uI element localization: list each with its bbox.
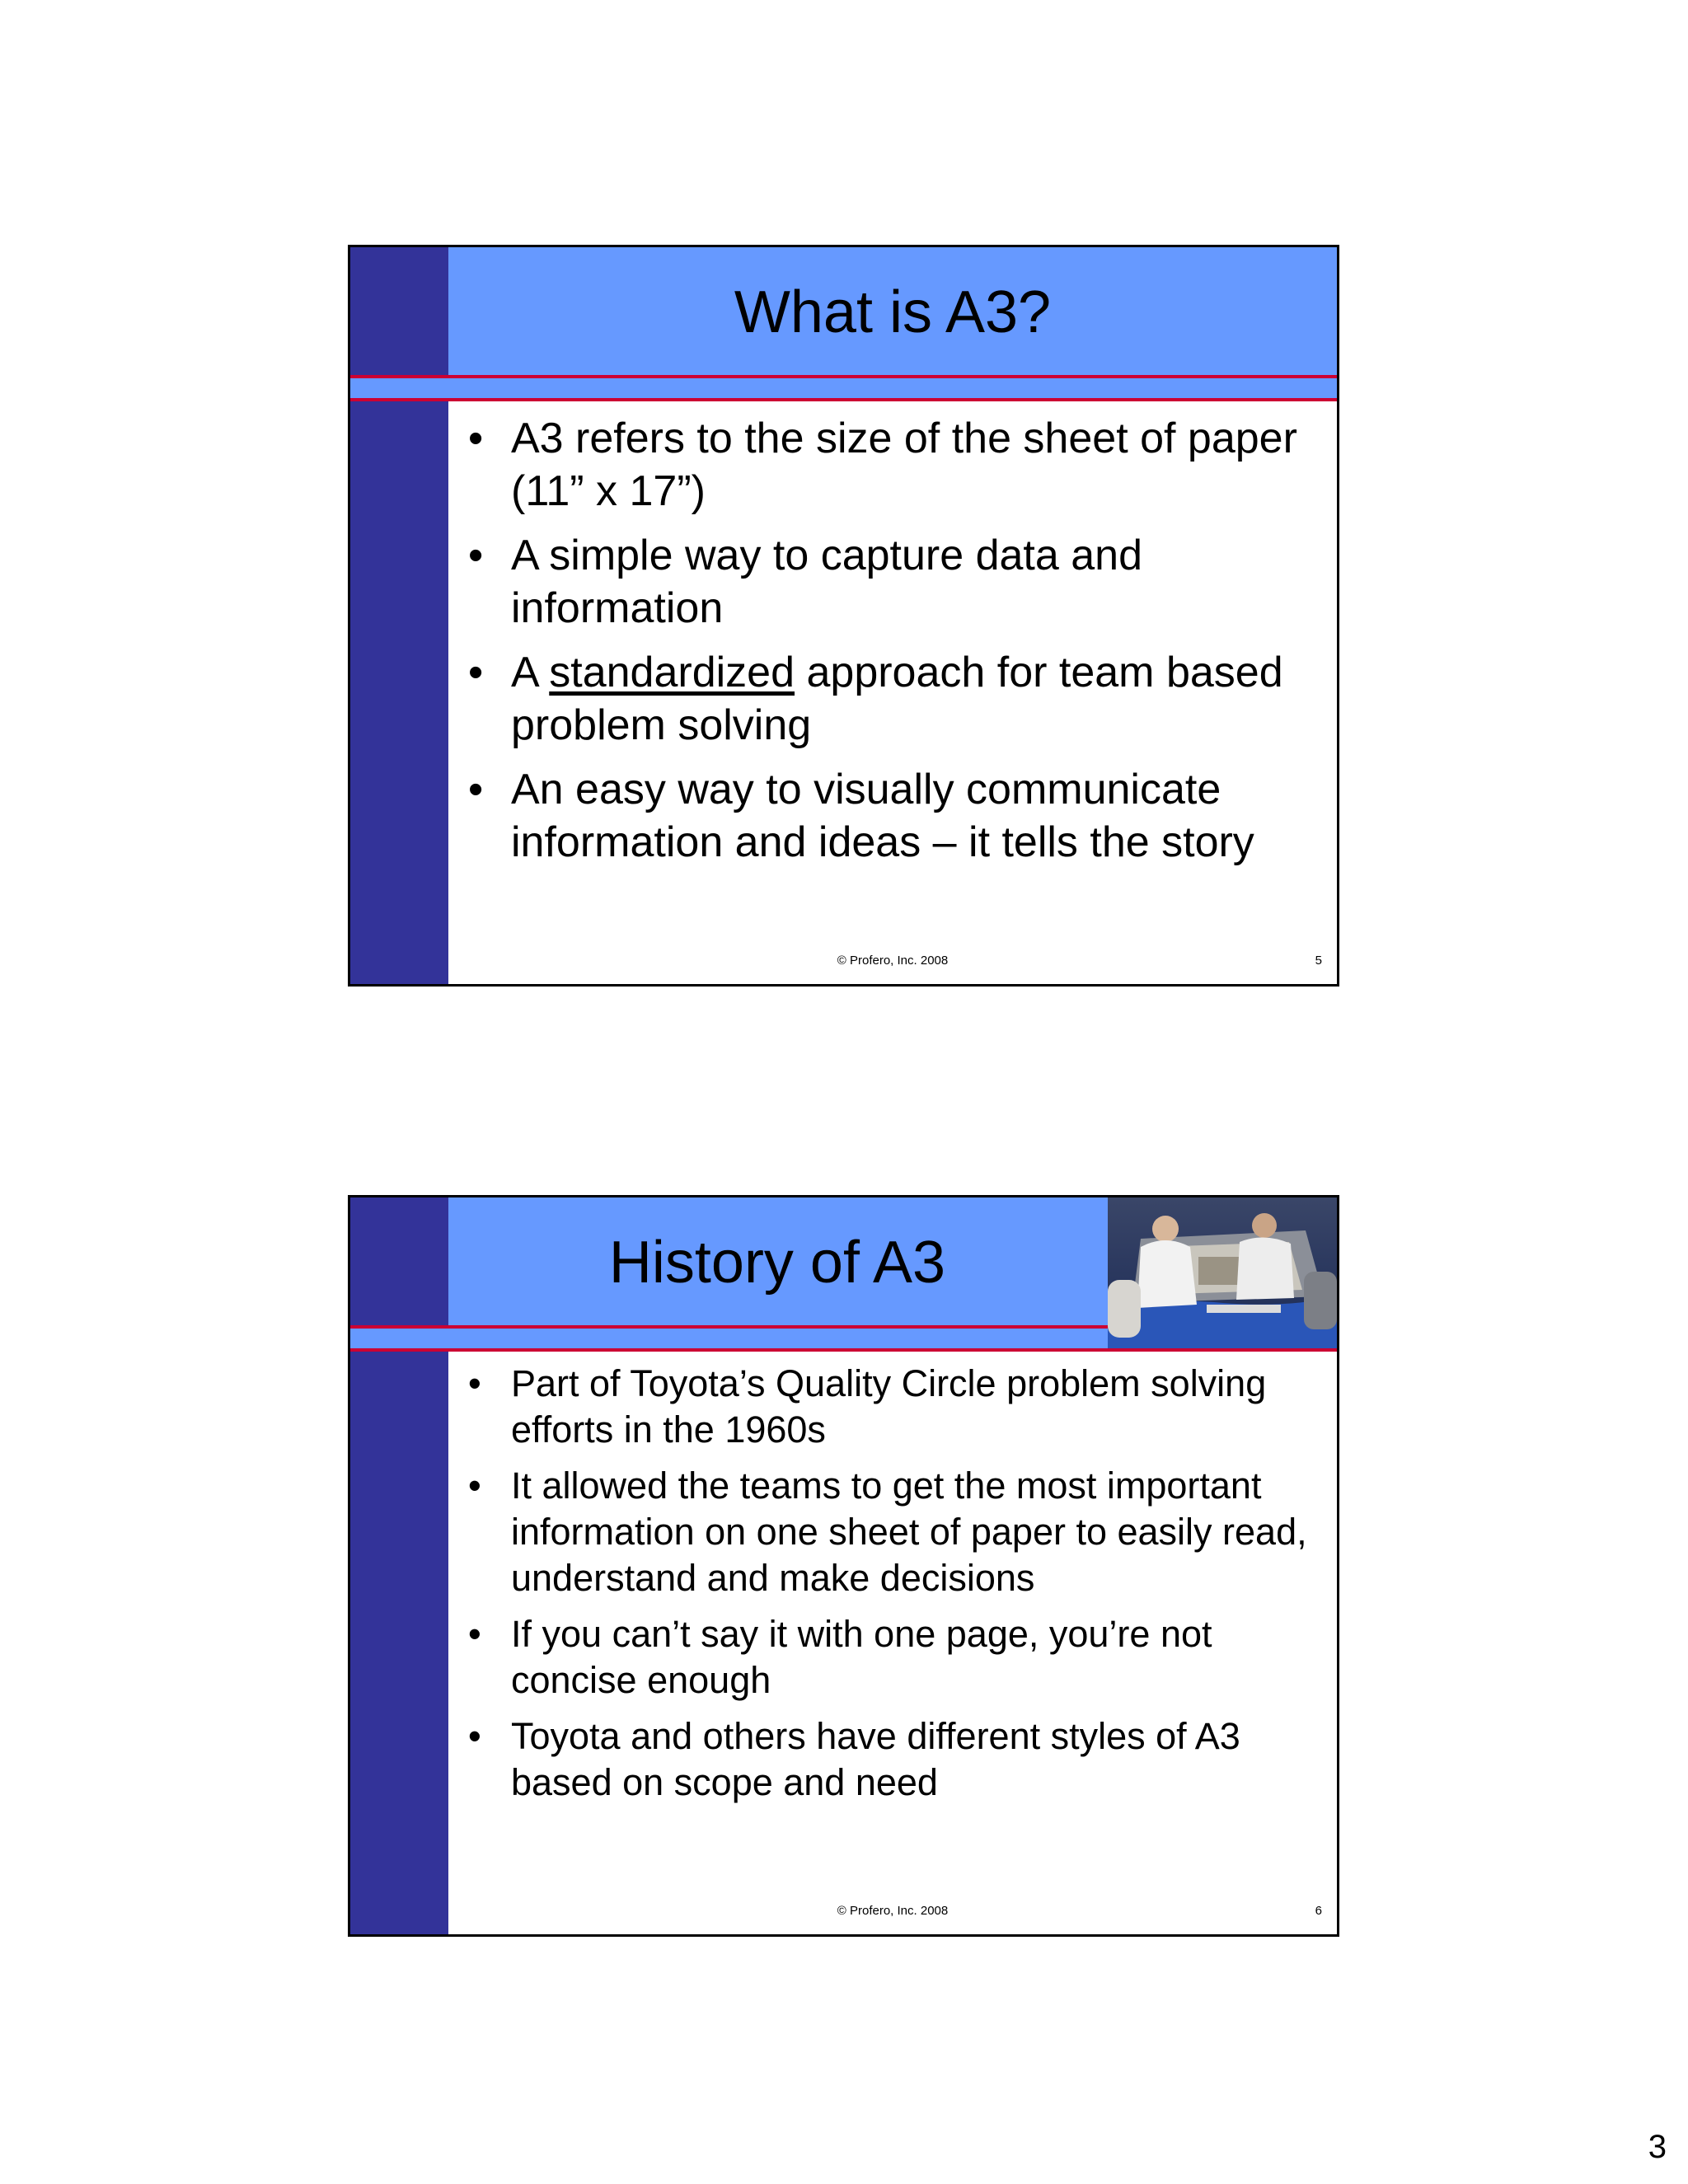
bullet-glyph: • — [468, 1362, 481, 1404]
bullet-text: approach for team based problem solving — [511, 649, 1283, 749]
bullet-glyph: • — [468, 1613, 481, 1655]
bullet-text: If you can’t say it with one page, you’re not concise enough — [511, 1613, 1212, 1701]
slide-side-bar — [350, 247, 448, 984]
bullet-item — [460, 763, 1325, 869]
slide-footer: © Profero, Inc. 2008 — [837, 1904, 949, 1918]
slide-number: 6 — [1315, 1904, 1322, 1918]
bullet-glyph: • — [468, 532, 484, 579]
bullet-text: An easy way to visually communicate information and ideas – it tells the story — [511, 766, 1254, 866]
bullet-item — [460, 1713, 1325, 1806]
bullet-text: Toyota and others have different styles of A3 based on scope and need — [511, 1715, 1240, 1803]
slide-history-of-a3 — [348, 1195, 1339, 1937]
bullet-item — [460, 1463, 1325, 1601]
bullet-text: A3 refers to the size of the sheet of paper (11” x 17”) — [511, 415, 1297, 515]
bullet-text: A — [511, 649, 550, 696]
slide-side-bar — [350, 1197, 448, 1934]
bullet-item — [460, 412, 1325, 518]
slide-title-rule-bottom — [350, 1348, 1337, 1352]
bullet-text-underlined: standardized — [549, 649, 795, 696]
slide-what-is-a3 — [348, 245, 1339, 987]
slide-title: History of A3 — [608, 1230, 946, 1296]
bullet-text: A simple way to capture data and information — [511, 532, 1143, 632]
slide-number: 5 — [1315, 954, 1322, 968]
bullet-glyph: • — [468, 649, 484, 696]
bullet-item — [460, 529, 1325, 635]
workers-in-car-photo-icon — [1108, 1197, 1337, 1348]
slide-title-rule-bottom — [350, 398, 1337, 401]
bullet-item — [460, 646, 1325, 752]
bullet-item — [460, 1611, 1325, 1704]
bullet-glyph: • — [468, 1715, 481, 1757]
page-number: 3 — [1648, 2129, 1667, 2165]
bullet-item — [460, 1361, 1325, 1453]
bullet-list — [460, 1361, 1325, 1816]
slide-title: What is A3? — [734, 279, 1052, 345]
slide-footer: © Profero, Inc. 2008 — [837, 954, 949, 968]
bullet-text: It allowed the teams to get the most important information on one sheet of paper to easily read, understand and make decisions — [511, 1465, 1307, 1599]
bullet-glyph: • — [468, 766, 484, 813]
bullet-text: Part of Toyota’s Quality Circle problem solving efforts in the 1960s — [511, 1362, 1267, 1451]
bullet-glyph: • — [468, 1465, 481, 1507]
bullet-list — [460, 412, 1325, 880]
slide-title-strip — [350, 378, 1337, 398]
bullet-glyph: • — [468, 415, 484, 462]
